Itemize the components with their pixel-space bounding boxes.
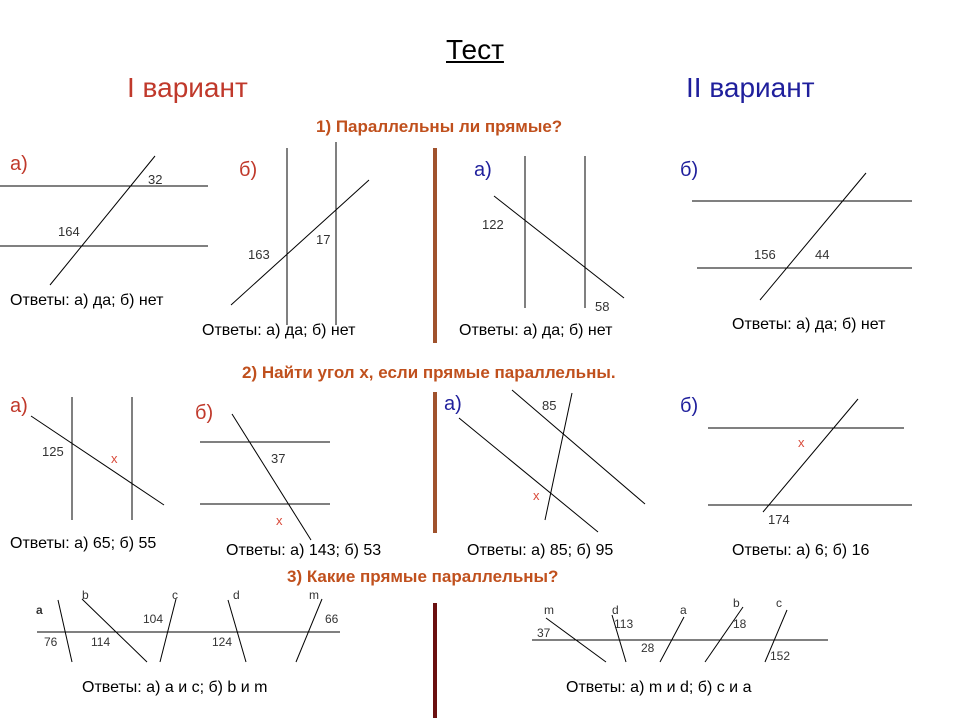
q1-v2a-transversal	[494, 196, 624, 298]
q2-v1-a-answer: Ответы: а) 65; б) 55	[10, 535, 157, 552]
question-3: 3) Какие прямые параллельны?	[287, 567, 559, 586]
q1-v2-a-label: а)	[474, 159, 492, 181]
q1-v2a-angle-58: 58	[595, 299, 610, 314]
q3-v2-label-m: m	[544, 603, 554, 617]
q2-v2a-angle-x: х	[533, 488, 540, 503]
q1-v1-b-answer: Ответы: а) да; б) нет	[202, 322, 356, 339]
q3-v2-label-d: d	[612, 603, 619, 617]
q2-v1b-angle-37: 37	[271, 451, 286, 466]
page-title: Тест	[446, 34, 504, 65]
q3-v1-angle-124: 124	[212, 635, 233, 649]
q1-v1a-transversal	[50, 156, 155, 285]
q2-v2-a-answer: Ответы: а) 85; б) 95	[467, 542, 614, 559]
q2-v2a-line-1	[459, 418, 598, 532]
q2-v1b-transversal	[232, 414, 311, 540]
q1-v1b-angle-163: 163	[248, 247, 270, 262]
q3-v2-angle-18: 18	[733, 617, 747, 631]
q3-v1-line-m	[296, 599, 322, 662]
q3-v2-angle-37: 37	[537, 626, 551, 640]
q3-v1-label-a: a	[36, 603, 43, 617]
q1-v1a-angle-164: 164	[58, 224, 80, 239]
q3-v2-angle-152: 152	[770, 649, 791, 663]
q3-v1-answer: Ответы: а) а и с; б) b и m	[82, 679, 268, 696]
question-2: 2) Найти угол х, если прямые параллельны.	[242, 363, 616, 382]
q3-v2-line-c	[765, 610, 787, 662]
q3-v1-angle-114: 114	[91, 635, 111, 649]
q1-v2b-transversal	[760, 173, 866, 300]
q1-v2a-angle-122: 122	[482, 217, 504, 232]
q3-v2-line-m	[546, 618, 606, 662]
q3-v1-line-b	[82, 599, 147, 662]
q2-v2a-line-2	[512, 390, 645, 504]
q2-v2-b-answer: Ответы: а) 6; б) 16	[732, 542, 870, 559]
q2-v1a-transversal	[31, 416, 164, 505]
q2-v2b-angle-174: 174	[768, 512, 790, 527]
q3-v2-angle-28: 28	[641, 641, 655, 655]
q2-v2-b-label: б)	[680, 395, 699, 417]
q1-v1-a-label: а)	[10, 153, 28, 175]
q3-v2-label-c: c	[776, 596, 782, 610]
q1-v1a-angle-32: 32	[148, 172, 163, 187]
q2-v1a-angle-125: 125	[42, 444, 64, 459]
q2-v2b-transversal	[763, 399, 858, 512]
q1-v1-a-answer: Ответы: а) да; б) нет	[10, 292, 164, 309]
q2-v1-b-answer: Ответы: а) 143; б) 53	[226, 542, 382, 559]
q3-v1-angle-104: 104	[143, 612, 164, 626]
variant-1-heading: I вариант	[127, 72, 248, 103]
q2-v1b-angle-x: х	[276, 513, 283, 528]
q3-v1-label-b: b	[82, 588, 89, 602]
q1-v2-b-answer: Ответы: а) да; б) нет	[732, 316, 886, 333]
q3-v1-line-c	[160, 599, 176, 662]
q3-v2-label-a: a	[680, 603, 687, 617]
q3-v2-line-a	[660, 617, 684, 662]
q1-v1-b-label: б)	[239, 159, 258, 181]
q2-v2b-angle-x: х	[798, 435, 805, 450]
q1-v2b-angle-44: 44	[815, 247, 830, 262]
q3-v1-label-m: m	[309, 588, 319, 602]
q3-v2-line-b	[705, 607, 743, 662]
q1-v1b-transversal	[231, 180, 369, 305]
q3-v2-answer: Ответы: а) m и d; б) с и а	[566, 679, 752, 696]
q3-v1-line-a	[58, 600, 72, 662]
q3-v1-angle-76: 76	[44, 635, 58, 649]
q3-v2-label-b: b	[733, 596, 740, 610]
q3-v1-label-c: c	[172, 588, 178, 602]
q3-v1-label-d: d	[233, 588, 240, 602]
q2-v1-a-label: а)	[10, 395, 28, 417]
q2-v1-b-label: б)	[195, 402, 214, 424]
q2-v2-a-label: а)	[444, 393, 462, 415]
variant-2-heading: II вариант	[686, 72, 815, 103]
q2-v2a-angle-85: 85	[542, 398, 557, 413]
q2-v2a-transversal	[545, 393, 572, 520]
q1-v2b-angle-156: 156	[754, 247, 776, 262]
q3-v2-line-d	[612, 615, 626, 662]
q2-v1a-angle-x: х	[111, 451, 118, 466]
q3-v1-line-d	[228, 600, 246, 662]
q3-v2-angle-113: 113	[614, 617, 634, 631]
q1-v2-b-label: б)	[680, 159, 699, 181]
question-1: 1) Параллельны ли прямые?	[316, 117, 563, 136]
q1-v1b-angle-17: 17	[316, 232, 331, 247]
q3-v1-angle-66: 66	[325, 612, 339, 626]
q1-v2-a-answer: Ответы: а) да; б) нет	[459, 322, 613, 339]
